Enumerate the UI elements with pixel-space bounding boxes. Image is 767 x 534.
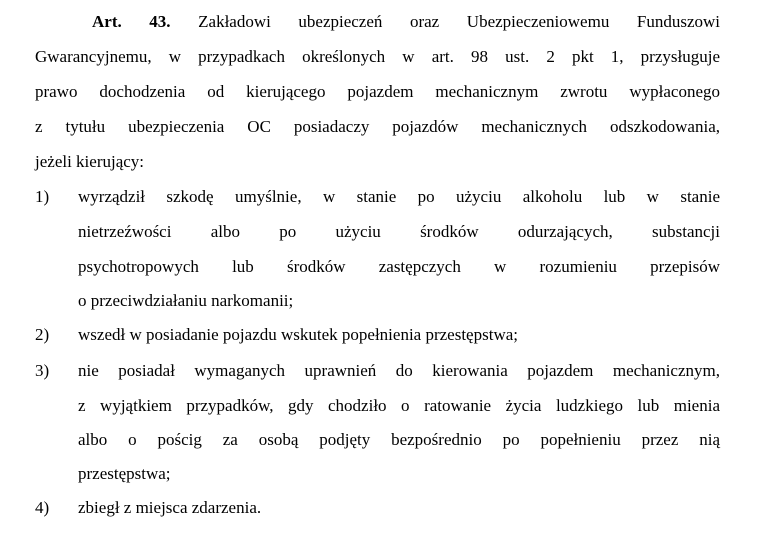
item-line: nie posiadał wymaganych uprawnień do kierowania pojazdem mechanicznym, (78, 361, 720, 380)
article-intro-line: prawo dochodzenia od kierującego pojazdem mechanicznym zwrotu wypłaconego (35, 82, 720, 101)
item-line: nietrzeźwości albo po użyciu środków odurzających, substancji (78, 222, 720, 241)
article-intro-line: Gwarancyjnemu, w przypadkach określonych w art. 98 ust. 2 pkt 1, przysługuje (35, 47, 720, 66)
item-line: przestępstwa; (78, 464, 171, 483)
article-intro-line: z tytułu ubezpieczenia OC posiadaczy pojazdów mechanicznych odszkodowania, (35, 117, 720, 136)
item-line: psychotropowych lub środków zastępczych w rozumieniu przepisów (78, 257, 720, 276)
item-line: wszedł w posiadanie pojazdu wskutek popełnienia przestępstwa; (78, 325, 518, 344)
item-number: 4) (35, 498, 50, 517)
item-line: wyrządził szkodę umyślnie, w stanie po użyciu alkoholu lub w stanie (78, 187, 720, 206)
item-line: albo o pościg za osobą podjęty bezpośrednio po popełnieniu przez nią (78, 430, 720, 449)
item-number: 2) (35, 325, 50, 344)
item-number: 1) (35, 187, 50, 206)
article-label: Art. 43. (92, 12, 171, 31)
item-number: 3) (35, 361, 50, 380)
article-intro-line: Art. 43. Zakładowi ubezpieczeń oraz Ubezpieczeniowemu Funduszowi (92, 12, 721, 31)
item-line: z wyjątkiem przypadków, gdy chodziło o ratowanie życia ludzkiego lub mienia (78, 396, 720, 415)
item-line: o przeciwdziałaniu narkomanii; (78, 291, 294, 310)
item-line: zbiegł z miejsca zdarzenia. (78, 498, 262, 517)
article-intro-line: jeżeli kierujący: (35, 152, 145, 171)
